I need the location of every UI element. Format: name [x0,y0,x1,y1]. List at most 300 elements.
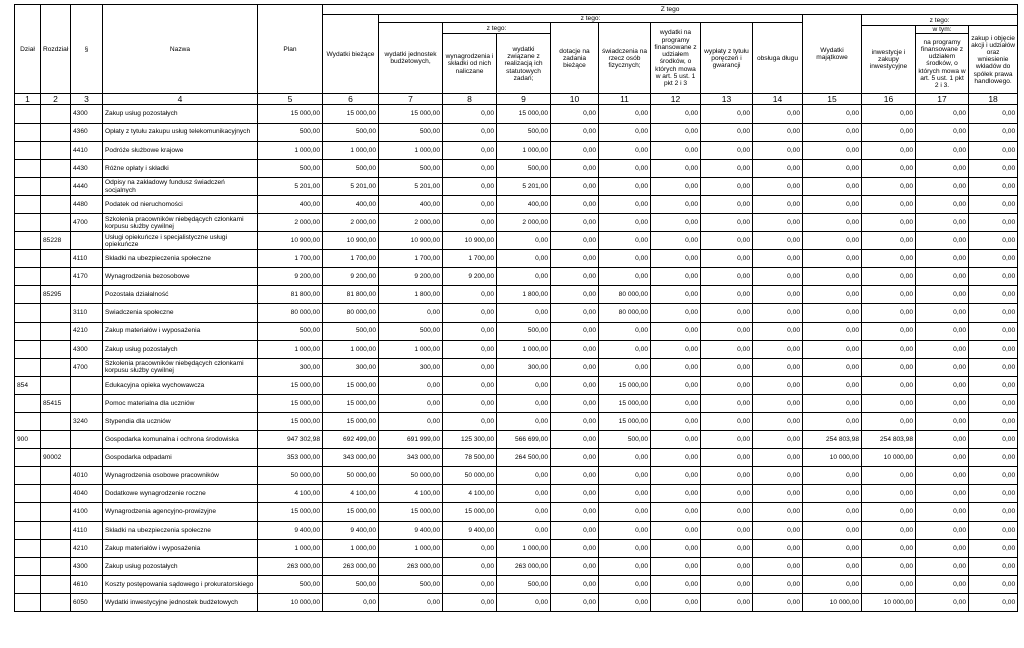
cell-wynagrodzenia [443,557,497,575]
cell-zakup-akcji-text: 0,00 [1002,273,1016,281]
cell-zakup-akcji [969,195,1018,213]
cell-wydatki-statutowe [497,141,551,159]
cell-wydatki-programy-text: 0,00 [685,182,698,190]
cell-wydatki-programy-text: 0,00 [685,200,698,208]
cell-wydatki-majatkowe [803,413,862,431]
cell-inwestycje [862,340,916,358]
cell-dotacje [551,340,599,358]
header-z-tego-majatkowe: z tego: [862,15,1018,26]
cell-na-programy [916,286,969,304]
cell-wyplaty-text: 0,00 [737,526,750,534]
cell-wydatki-jednostek-text: 1 000,00 [414,146,440,154]
cell-wyplaty [701,232,753,250]
column-number: 1 [15,94,41,105]
cell-na-programy-text: 0,00 [953,200,966,208]
cell-nazwa [103,557,258,575]
cell-na-programy-text: 0,00 [953,399,966,407]
cell-nazwa-text: Pomoc materialna dla uczniów [105,399,195,407]
cell-paragraf [71,503,103,521]
cell-swiadczenia-text: 0,00 [635,237,648,244]
cell-inwestycje-text: 0,00 [900,490,913,498]
cell-swiadczenia-text: 0,00 [635,544,648,552]
cell-wydatki-majatkowe [803,105,862,123]
cell-wydatki-jednostek-text: 500,00 [419,128,440,136]
cell-zakup-akcji [969,105,1018,123]
cell-dotacje [551,304,599,322]
cell-obsluga-dlugu-text: 0,00 [787,417,800,425]
cell-wydatki-biezace [323,358,379,376]
cell-zakup-akcji [969,593,1018,611]
cell-wydatki-programy [651,467,701,485]
cell-zakup-akcji-text: 0,00 [1002,526,1016,534]
cell-wydatki-biezace [323,195,379,213]
cell-zakup-akcji-text: 0,00 [1002,436,1016,444]
cell-nazwa-text: Gospodarka odpadami [105,454,172,462]
cell-wydatki-jednostek-text: 500,00 [419,327,440,335]
cell-dotacje [551,431,599,449]
cell-wydatki-jednostek-text: 343 000,00 [406,454,440,462]
cell-dzial [15,575,41,593]
cell-na-programy-text: 0,00 [953,255,966,263]
cell-inwestycje-text: 0,00 [900,562,913,570]
cell-dotacje [551,105,599,123]
cell-dzial [15,322,41,340]
cell-na-programy-text: 0,00 [953,237,966,244]
cell-na-programy [916,467,969,485]
cell-wynagrodzenia [443,304,497,322]
cell-zakup-akcji [969,539,1018,557]
cell-rozdzial [41,250,71,268]
column-number: 2 [41,94,71,105]
cell-na-programy [916,394,969,412]
cell-wydatki-jednostek [379,159,443,177]
cell-wynagrodzenia-text: 9 200,00 [468,273,494,281]
cell-obsluga-dlugu [753,268,803,286]
cell-paragraf [71,159,103,177]
cell-paragraf [71,322,103,340]
cell-nazwa-text: Koszty postępowania sądowego i prokuratorskiego [105,580,254,588]
cell-zakup-akcji [969,250,1018,268]
cell-inwestycje [862,575,916,593]
table-row [15,141,1018,159]
cell-paragraf [71,485,103,503]
cell-swiadczenia-text: 0,00 [635,345,648,353]
cell-paragraf [71,467,103,485]
cell-swiadczenia [599,105,651,123]
cell-wynagrodzenia [443,503,497,521]
cell-nazwa [103,159,258,177]
cell-dzial [15,195,41,213]
cell-zakup-akcji [969,358,1018,376]
cell-swiadczenia-text: 0,00 [635,110,648,118]
cell-wydatki-statutowe [497,467,551,485]
cell-dotacje-text: 0,00 [583,381,596,389]
cell-wynagrodzenia [443,539,497,557]
cell-wydatki-programy [651,268,701,286]
cell-wydatki-statutowe [497,250,551,268]
cell-wydatki-biezace [323,286,379,304]
cell-wydatki-biezace-text: 263 000,00 [342,562,376,570]
cell-inwestycje [862,105,916,123]
cell-obsluga-dlugu [753,593,803,611]
cell-wydatki-statutowe [497,593,551,611]
cell-inwestycje [862,268,916,286]
cell-nazwa [103,322,258,340]
cell-wynagrodzenia [443,485,497,503]
cell-wydatki-programy-text: 0,00 [685,472,698,480]
cell-inwestycje-text: 10 000,00 [883,454,913,462]
cell-swiadczenia-text: 0,00 [635,255,648,263]
cell-wydatki-majatkowe-text: 10 000,00 [829,454,859,462]
cell-wydatki-statutowe-text: 300,00 [527,363,548,371]
cell-wydatki-statutowe [497,449,551,467]
cell-wydatki-biezace-text: 1 000,00 [350,544,376,552]
cell-zakup-akcji-text: 0,00 [1002,146,1016,154]
cell-wydatki-majatkowe [803,521,862,539]
cell-plan [258,413,323,431]
cell-wyplaty-text: 0,00 [737,580,750,588]
cell-paragraf-text: 4430 [73,164,88,172]
cell-swiadczenia [599,250,651,268]
cell-wydatki-programy [651,449,701,467]
cell-plan [258,141,323,159]
header-wydatki-programy: wydatki na programy finansowane z udziałem środków, o których mowa w art. 5 ust. 1 pkt 2 i 3 [651,23,701,94]
cell-wydatki-majatkowe [803,159,862,177]
cell-inwestycje [862,322,916,340]
cell-paragraf [71,358,103,376]
cell-wydatki-biezace-text: 1 000,00 [350,146,376,154]
cell-wydatki-majatkowe-text: 0,00 [846,580,859,588]
cell-wydatki-statutowe [497,123,551,141]
cell-obsluga-dlugu-text: 0,00 [787,309,800,317]
cell-wydatki-majatkowe [803,431,862,449]
cell-zakup-akcji-text: 0,00 [1002,381,1016,389]
cell-wynagrodzenia [443,322,497,340]
table-row [15,431,1018,449]
cell-dzial [15,340,41,358]
cell-zakup-akcji [969,232,1018,250]
cell-plan [258,304,323,322]
cell-inwestycje-text: 0,00 [900,200,913,208]
cell-wydatki-programy [651,521,701,539]
cell-wyplaty-text: 0,00 [737,454,750,462]
cell-na-programy [916,521,969,539]
cell-plan-text: 4 100,00 [294,490,320,498]
cell-dzial [15,105,41,123]
cell-obsluga-dlugu-text: 0,00 [787,526,800,534]
cell-nazwa-text: Opłaty z tytułu zakupu usług telekomunikacyjnych [105,128,251,136]
cell-obsluga-dlugu-text: 0,00 [787,598,800,606]
cell-wydatki-programy-text: 0,00 [685,273,698,281]
cell-wydatki-jednostek-text: 4 100,00 [414,490,440,498]
cell-nazwa [103,340,258,358]
cell-swiadczenia [599,485,651,503]
cell-inwestycje-text: 10 000,00 [883,598,913,606]
cell-zakup-akcji [969,503,1018,521]
cell-paragraf [71,304,103,322]
cell-plan [258,232,323,250]
cell-wydatki-jednostek-text: 15 000,00 [410,110,440,118]
cell-obsluga-dlugu-text: 0,00 [787,544,800,552]
cell-inwestycje-text: 0,00 [900,110,913,118]
cell-dzial [15,394,41,412]
cell-wydatki-programy-text: 0,00 [685,363,698,371]
header-wydatki-majatkowe: Wydatki majątkowe [803,15,862,94]
cell-dzial-text: 900 [17,436,29,444]
cell-plan [258,557,323,575]
cell-swiadczenia [599,159,651,177]
cell-wydatki-biezace-text: 15 000,00 [346,417,376,425]
cell-plan [258,485,323,503]
cell-swiadczenia-text: 0,00 [635,218,648,226]
cell-obsluga-dlugu-text: 0,00 [787,345,800,353]
cell-paragraf [71,123,103,141]
cell-dzial [15,413,41,431]
cell-wynagrodzenia-text: 0,00 [481,218,494,226]
cell-obsluga-dlugu [753,304,803,322]
cell-inwestycje [862,485,916,503]
cell-zakup-akcji-text: 0,00 [1002,200,1016,208]
cell-dotacje-text: 0,00 [583,327,596,335]
cell-wydatki-majatkowe [803,141,862,159]
cell-swiadczenia-text: 0,00 [635,562,648,570]
table-row [15,449,1018,467]
cell-wyplaty [701,286,753,304]
cell-wydatki-statutowe [497,575,551,593]
cell-wydatki-jednostek-text: 9 200,00 [414,273,440,281]
cell-wydatki-majatkowe [803,467,862,485]
cell-na-programy-text: 0,00 [953,526,966,534]
cell-wydatki-biezace-text: 343 000,00 [342,454,376,462]
cell-paragraf [71,268,103,286]
cell-wydatki-programy-text: 0,00 [685,417,698,425]
cell-na-programy-text: 0,00 [953,381,966,389]
cell-wynagrodzenia [443,250,497,268]
cell-wynagrodzenia [443,105,497,123]
cell-wydatki-majatkowe-text: 0,00 [846,128,859,136]
cell-zakup-akcji-text: 0,00 [1002,399,1016,407]
cell-wydatki-statutowe-text: 500,00 [527,164,548,172]
cell-plan [258,575,323,593]
cell-nazwa [103,485,258,503]
cell-wydatki-biezace [323,575,379,593]
cell-wydatki-jednostek [379,286,443,304]
table-row [15,358,1018,376]
cell-wyplaty [701,376,753,394]
cell-swiadczenia [599,376,651,394]
cell-swiadczenia [599,539,651,557]
cell-paragraf [71,575,103,593]
cell-dzial [15,213,41,231]
cell-wydatki-statutowe-text: 1 000,00 [522,345,548,353]
cell-plan [258,431,323,449]
cell-wynagrodzenia [443,268,497,286]
cell-paragraf [71,213,103,231]
cell-wydatki-statutowe-text: 0,00 [535,472,548,480]
cell-obsluga-dlugu-text: 0,00 [787,472,800,480]
cell-zakup-akcji-text: 0,00 [1002,472,1016,480]
cell-inwestycje-text: 0,00 [900,381,913,389]
cell-wydatki-biezace-text: 0,00 [363,598,376,606]
cell-obsluga-dlugu [753,358,803,376]
cell-wydatki-programy-text: 0,00 [685,110,698,118]
cell-nazwa [103,503,258,521]
cell-rozdzial [41,575,71,593]
cell-wyplaty [701,322,753,340]
table-row [15,286,1018,304]
cell-dotacje-text: 0,00 [583,200,596,208]
cell-wydatki-biezace-text: 15 000,00 [346,381,376,389]
cell-inwestycje-text: 0,00 [900,544,913,552]
cell-wydatki-programy-text: 0,00 [685,164,698,172]
cell-nazwa-text: Podróże służbowe krajowe [105,146,184,154]
header-wynagrodzenia: wynagrodzenia i składki od nich naliczane [443,34,497,94]
cell-paragraf-text: 4100 [73,508,88,516]
cell-obsluga-dlugu [753,286,803,304]
cell-paragraf-text: 4480 [73,200,88,208]
cell-obsluga-dlugu [753,232,803,250]
cell-wydatki-programy [651,123,701,141]
cell-nazwa [103,431,258,449]
cell-na-programy [916,503,969,521]
cell-paragraf-text: 4610 [73,580,88,588]
cell-wyplaty-text: 0,00 [737,182,750,190]
cell-zakup-akcji-text: 0,00 [1002,182,1016,190]
table-row [15,213,1018,231]
cell-wydatki-biezace-text: 500,00 [355,128,376,136]
cell-obsluga-dlugu [753,141,803,159]
cell-dzial-text: 854 [17,381,29,389]
cell-na-programy-text: 0,00 [953,580,966,588]
cell-na-programy-text: 0,00 [953,146,966,154]
cell-dotacje-text: 0,00 [583,472,596,480]
cell-nazwa [103,376,258,394]
cell-wydatki-programy [651,286,701,304]
cell-plan-text: 81 800,00 [290,291,320,299]
cell-nazwa-text: Zakup materiałów i wyposażenia [105,544,201,552]
cell-wydatki-jednostek [379,593,443,611]
column-number: 16 [862,94,916,105]
cell-swiadczenia [599,467,651,485]
cell-obsluga-dlugu [753,467,803,485]
cell-dotacje-text: 0,00 [583,562,596,570]
cell-dotacje-text: 0,00 [583,309,596,317]
cell-wydatki-statutowe-text: 263 000,00 [514,562,548,570]
cell-wyplaty-text: 0,00 [737,399,750,407]
cell-swiadczenia-text: 0,00 [635,164,648,172]
cell-wydatki-jednostek [379,358,443,376]
cell-wyplaty-text: 0,00 [737,598,750,606]
cell-wydatki-programy-text: 0,00 [685,436,698,444]
cell-plan-text: 1 700,00 [294,255,320,263]
header-w-tym: w tym: [916,26,969,34]
header-z-tego-biezace: z tego: [379,15,803,23]
cell-zakup-akcji [969,159,1018,177]
cell-wyplaty-text: 0,00 [737,218,750,226]
cell-rozdzial [41,521,71,539]
cell-dzial [15,177,41,195]
cell-swiadczenia [599,340,651,358]
cell-zakup-akcji [969,304,1018,322]
cell-wydatki-statutowe-text: 0,00 [535,526,548,534]
cell-wydatki-jednostek [379,521,443,539]
cell-dotacje [551,593,599,611]
column-number: 10 [551,94,599,105]
cell-na-programy [916,159,969,177]
table-row [15,521,1018,539]
table-row [15,557,1018,575]
cell-wydatki-statutowe-text: 400,00 [527,200,548,208]
cell-wydatki-programy [651,141,701,159]
cell-wynagrodzenia [443,141,497,159]
cell-wydatki-biezace-text: 400,00 [355,200,376,208]
cell-paragraf-text: 3240 [73,417,88,425]
cell-na-programy-text: 0,00 [953,508,966,516]
header-swiadczenia: świadczenia na rzecz osób fizycznych; [599,23,651,94]
header-wyplaty: wypłaty z tytułu poręczeń i gwarancji [701,23,753,94]
cell-wynagrodzenia [443,376,497,394]
cell-na-programy-text: 0,00 [953,345,966,353]
cell-inwestycje-text: 0,00 [900,164,913,172]
cell-swiadczenia-text: 0,00 [635,128,648,136]
cell-wydatki-jednostek [379,322,443,340]
cell-paragraf [71,376,103,394]
cell-wydatki-statutowe [497,340,551,358]
cell-plan [258,539,323,557]
cell-zakup-akcji-text: 0,00 [1002,237,1016,244]
cell-wydatki-jednostek-text: 5 201,00 [414,182,440,190]
cell-paragraf [71,394,103,412]
cell-paragraf-text: 4110 [73,526,88,534]
cell-nazwa-text: Stypendia dla uczniów [105,417,171,425]
cell-obsluga-dlugu [753,449,803,467]
cell-plan [258,286,323,304]
cell-wynagrodzenia-text: 0,00 [481,309,494,317]
cell-zakup-akcji-text: 0,00 [1002,490,1016,498]
cell-wynagrodzenia [443,177,497,195]
table-row [15,304,1018,322]
cell-obsluga-dlugu [753,557,803,575]
cell-rozdzial-text: 85415 [43,399,62,407]
cell-inwestycje [862,467,916,485]
column-number: 14 [753,94,803,105]
cell-wydatki-jednostek [379,304,443,322]
cell-wydatki-statutowe [497,213,551,231]
cell-swiadczenia-text: 0,00 [635,182,648,190]
cell-wyplaty-text: 0,00 [737,291,750,299]
cell-dotacje-text: 0,00 [583,345,596,353]
cell-inwestycje [862,304,916,322]
cell-wydatki-biezace [323,593,379,611]
cell-paragraf [71,105,103,123]
cell-dotacje [551,141,599,159]
cell-inwestycje [862,521,916,539]
cell-wydatki-jednostek-text: 2 000,00 [414,218,440,226]
cell-inwestycje-text: 0,00 [900,128,913,136]
cell-dzial [15,141,41,159]
cell-paragraf-text: 4700 [73,363,88,371]
cell-wydatki-biezace [323,394,379,412]
cell-na-programy [916,123,969,141]
cell-dotacje [551,557,599,575]
cell-dzial [15,232,41,250]
cell-inwestycje-text: 0,00 [900,237,913,244]
cell-wyplaty-text: 0,00 [737,110,750,118]
cell-wydatki-majatkowe [803,268,862,286]
cell-wydatki-statutowe [497,268,551,286]
cell-na-programy [916,539,969,557]
column-number: 7 [379,94,443,105]
